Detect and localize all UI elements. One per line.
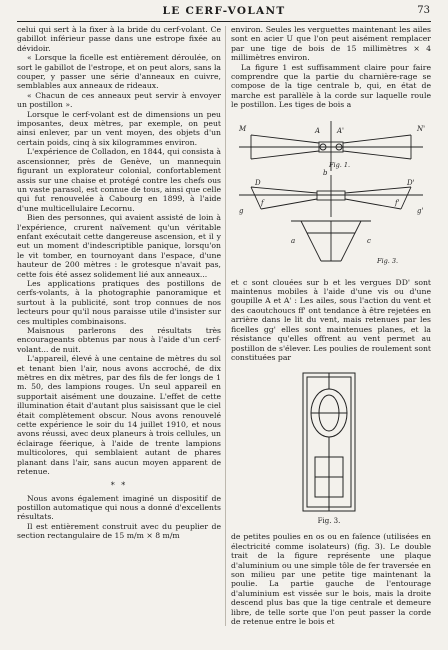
paragraph: « Chacun de ces anneaux peut servir à envoyer un postillon ».	[17, 90, 221, 110]
paragraph: La figure 1 est suffisamment claire pour faire comprendre que la partie du charnière-rage se compose de la tige centrale b, qui, en état de marche est parallèle à la corde sur laquelle roule le postillon. Les tiges de bois a	[231, 62, 431, 110]
section-separator: * *	[110, 480, 128, 490]
paragraph: de petites poulies en os ou en faïence (utilisées en électricité comme isolateurs) (fig. 3). Le double trait de la figure représente une plaque d'aluminium ou une simple tôle de fer traversée en son milieu par une petite tige maintenant la poulie. La partie gauche de l'entourage d'aluminium est vissée sur le bois, mais la droite descend plus bas que la tige centrale et demeure libre, de telle sorte que l'on peut passer la corde de retenue entre le bois et	[231, 532, 431, 626]
paragraph: et c sont clouées sur b et les vergues DD' sont maintenus mobiles à l'aide d'une vis ou d'une goupille A et A' : Les ailes, sous l'action du vent et des caoutchoucs ff' ont tendance à être rejetées en arrière dans le lit du vent, mais retenues par les ficelles gg' elles sont maintenues planes, et la résistance qu'elles offrent au vent permet au postillon de s'élever. Les poulies de roulement sont constituées par	[231, 277, 431, 362]
left-column	[17, 25, 221, 541]
paragraph: Bien des personnes, qui avaient assisté de loin à l'expérience, crurent naïvement qu'un véritable enfant exécutait cette dangereuse ascension, et il y eut un moment d'indescriptible panique, lorsqu'on le vit tomber, en tournoyant dans l'espace, d'une hauteur de 200 mètres : le grotesque n'avait pas, cette fois été assez solidement lié aux anneaux...	[17, 213, 221, 279]
svg-text:g: g	[239, 206, 244, 215]
figure-kite-postillon	[231, 113, 431, 275]
column-divider	[225, 26, 226, 626]
paragraph: celui qui sert à la fixer à la bride du cerf-volant. Ce gabillot inférieur passe dans une estrope fixée au dévidoir.	[17, 25, 221, 53]
svg-text:b: b	[323, 168, 328, 177]
paragraph: « Lorsque la ficelle est entièrement déroulée, on sort le gabillot de l'estrope, et on peut alors, sans la couper, y passer une série d'anneaux en cuivre, semblables aux anneaux de rideaux.	[17, 53, 221, 91]
figure-pulley	[231, 365, 431, 529]
page-header	[0, 5, 448, 21]
paragraph: L'appareil, élevé à une centaine de mètres du sol et tenant bien l'air, nous avons accroché, de dix mètres en dix mètres, par des fils de fer longs de 1 m. 50, des lampions rouges. Un seul appareil en supportait aisément une douzaine. L'effet de cette illumination était d'autant plus saisissant que le ciel était complètement obscur. Nous avons renouvelé cette expérience le soir du 14 juillet 1910, et nous avons réussi, avec deux planeurs à trois cellules, un éclairage féerique, à l'aide de trente lampions multicolores, qui semblaient autant de phares planant dans l'air, sans aucun moyen apparent de retenue.	[17, 354, 221, 477]
paragraph: Maisnous parlerons des résultats très encourageants obtenus par nous à l'aide d'un cerf-volant... de nuit.	[17, 326, 221, 354]
paragraph: environ. Seules les verguettes maintenant les ailes sont en acier U que l'on peut aisément remplacer par une tige de bois de 15 millimètres × 4 millimètres environ.	[231, 25, 431, 63]
paragraph: Nous avons également imaginé un dispositif de postillon automatique qui nous a donné d'excellents résultats.	[17, 493, 221, 522]
svg-text:M: M	[239, 124, 247, 133]
header-rule	[17, 21, 431, 22]
figure2-caption: Fig. 3.	[377, 256, 399, 265]
svg-text:A': A'	[337, 126, 344, 135]
figure3-caption: Fig. 3.	[317, 517, 341, 526]
paragraph: Il est entièrement construit avec du peuplier de section rectangulaire de 15 m/m × 8 m/m	[17, 521, 221, 541]
postillon-diagram	[231, 113, 431, 271]
page-number: 73	[417, 5, 430, 16]
svg-text:a: a	[291, 236, 296, 245]
right-column	[231, 25, 431, 626]
svg-text:g': g'	[417, 206, 424, 215]
svg-text:D: D	[255, 178, 261, 187]
svg-text:f: f	[261, 198, 264, 207]
pulley-diagram	[231, 365, 431, 525]
svg-text:N': N'	[417, 124, 426, 133]
svg-text:f': f'	[395, 198, 400, 207]
svg-text:A: A	[315, 126, 321, 135]
running-title: LE CERF-VOLANT	[162, 5, 286, 17]
paragraph: L'expérience de Colladon, en 1844, qui consista à ascensionner, près de Genève, un mannequin figurant un explorateur colonial, confortablement assis sur une chaise et protégé contre les chefs ous un vaste parasol, est connue de tous, ainsi que celle qui fut renouvelée à Cabourg en 1899, à l'aide d'une multicellulaire Lecornu.	[17, 147, 221, 213]
paragraph: Lorsque le cerf-volant est de dimensions un peu imposantes, deux mètres, par exemple, on peut ainsi enlever, par un vent moyen, des objets d'un certain poids, cinq à six kilogrammes environ.	[17, 109, 221, 147]
svg-text:D': D'	[407, 178, 415, 187]
svg-text:c: c	[367, 236, 371, 245]
figure1-caption: Fig. 1.	[329, 160, 351, 169]
paragraph: Les applications pratiques des postillons de cerfs-volants, à la photographie panoramique et surtout à la publicité, sont trop connues de nos lecteurs pour qu'il nous paraisse utile d'insister sur ces multiples combinaisons.	[17, 278, 221, 326]
